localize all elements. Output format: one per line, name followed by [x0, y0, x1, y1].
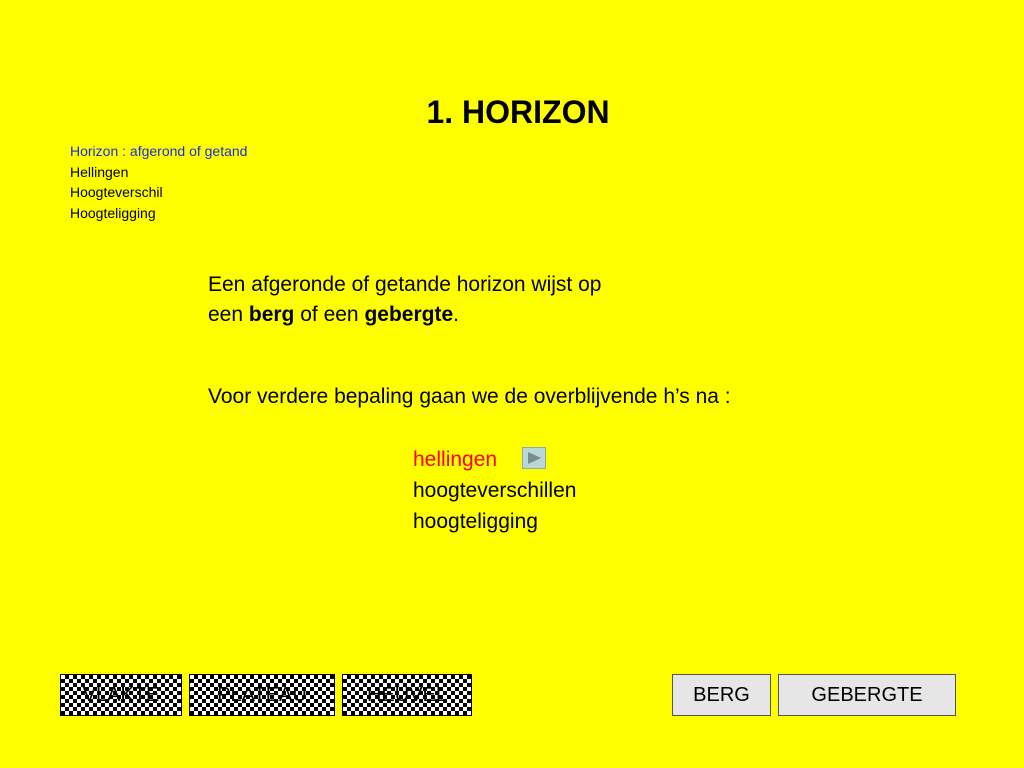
explanation-text-mid: of een — [294, 303, 365, 326]
explanation-text-pre: een — [208, 303, 249, 326]
outline-item-hoogteligging[interactable]: Hoogteligging — [70, 204, 156, 221]
keyword-berg: berg — [248, 303, 295, 326]
keyword-gebergte: gebergte — [364, 303, 454, 326]
horizon-explanation — [208, 270, 728, 330]
berg-button[interactable]: BERG — [672, 674, 771, 716]
page-title: 1. HORIZON — [426, 94, 610, 130]
list-item-label: hellingen — [413, 448, 498, 471]
gebergte-button[interactable]: GEBERGTE — [778, 674, 956, 716]
remaining-h-list — [413, 444, 576, 537]
vlakte-button[interactable]: VLAKTE — [60, 674, 182, 716]
list-item-hoogteligging: hoogteligging — [413, 510, 538, 533]
list-item-hoogteverschillen: hoogteverschillen — [413, 479, 577, 502]
outline-item-horizon[interactable]: Horizon : afgerond of getand — [70, 143, 248, 159]
explanation-text-end: . — [453, 303, 459, 326]
explanation-line1: Een afgeronde of getande horizon wijst op — [208, 273, 602, 296]
next-steps-text: Voor verdere bepaling gaan we de overblijvende h’s na : — [208, 385, 731, 408]
heuvel-button[interactable]: HEUVEL — [342, 674, 472, 716]
outline-item-hoogteverschil[interactable]: Hoogteverschil — [70, 184, 163, 200]
topic-outline — [70, 141, 247, 223]
play-button[interactable] — [522, 447, 546, 469]
list-item-hellingen — [413, 444, 576, 475]
plateau-button[interactable]: PLATEAU — [189, 674, 335, 716]
outline-item-hellingen[interactable]: Hellingen — [70, 163, 129, 180]
play-arrow-icon — [527, 451, 542, 465]
